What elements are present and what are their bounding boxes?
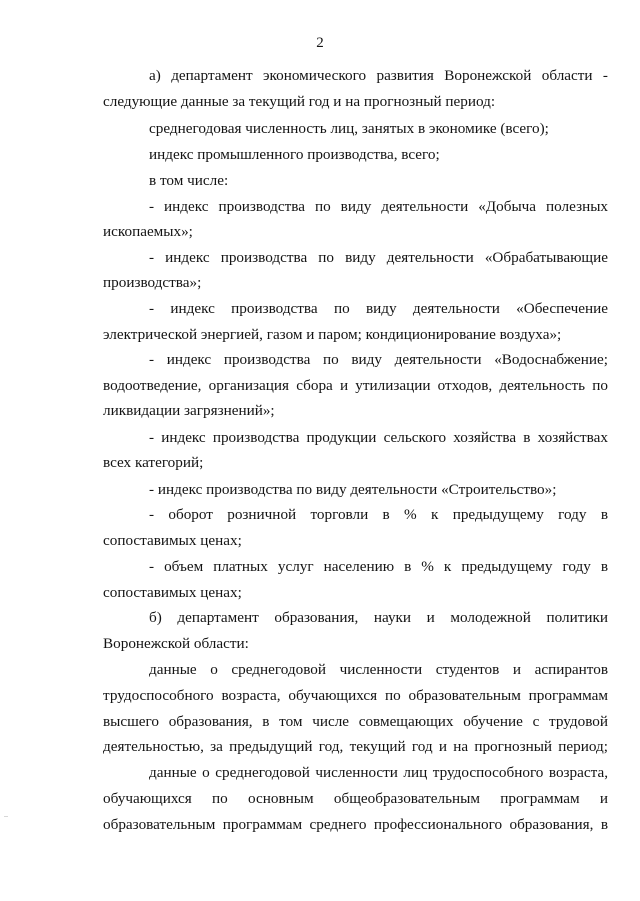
text-line: - индекс производства по виду деятельности «Обрабатывающие	[149, 249, 608, 266]
text-line: - индекс производства по виду деятельности «Обеспечение	[149, 300, 608, 317]
text-line: следующие данные за текущий год и на прогнозный период:	[103, 93, 496, 110]
text-line: - индекс производства по виду деятельности «Водоснабжение;	[149, 351, 608, 368]
text-line: сопоставимых ценах;	[103, 532, 242, 549]
text-line: Воронежской области:	[103, 635, 249, 652]
text-line: в том числе:	[149, 172, 229, 189]
text-line: данные о среднегодовой численности студентов и аспирантов	[149, 661, 608, 678]
text-line: производства»;	[103, 274, 202, 291]
text-line: ископаемых»;	[103, 223, 193, 240]
text-line: - индекс производства по виду деятельности «Строительство»;	[149, 481, 557, 498]
text-line: - объем платных услуг населению в % к предыдущему году в	[149, 558, 608, 575]
text-line: ликвидации загрязнений»;	[103, 402, 275, 419]
text-line: высшего образования, в том числе совмещающих обучение с трудовой	[103, 713, 608, 730]
text-line: - индекс производства по виду деятельности «Добыча полезных	[149, 198, 608, 215]
text-line: - оборот розничной торговли в % к предыдущему году в	[149, 506, 608, 523]
text-line: образовательным программам среднего профессионального образования, в	[103, 816, 608, 833]
text-line: среднегодовая численность лиц, занятых в экономике (всего);	[149, 120, 549, 137]
text-line: всех категорий;	[103, 454, 204, 471]
text-line: данные о среднегодовой численности лиц трудоспособного возраста,	[149, 764, 608, 781]
text-line: деятельностью, за предыдущий год, текущий год и на прогнозный период;	[103, 738, 608, 755]
text-line: индекс промышленного производства, всего;	[149, 146, 440, 163]
text-line: водоотведение, организация сбора и утилизации отходов, деятельность по	[103, 377, 608, 394]
scan-mark	[4, 816, 8, 817]
text-line: трудоспособного возраста, обучающихся по образовательным программам	[103, 687, 608, 704]
page-number: 2	[316, 35, 324, 51]
text-line: а) департамент экономического развития Воронежской области -	[149, 67, 608, 84]
text-line: обучающихся по основным общеобразовательным программам и	[103, 790, 608, 807]
text-line: б) департамент образования, науки и молодежной политики	[149, 609, 608, 626]
text-line: - индекс производства продукции сельского хозяйства в хозяйствах	[149, 429, 608, 446]
text-line: электрической энергией, газом и паром; кондиционирование воздуха»;	[103, 326, 562, 343]
text-line: сопоставимых ценах;	[103, 584, 242, 601]
